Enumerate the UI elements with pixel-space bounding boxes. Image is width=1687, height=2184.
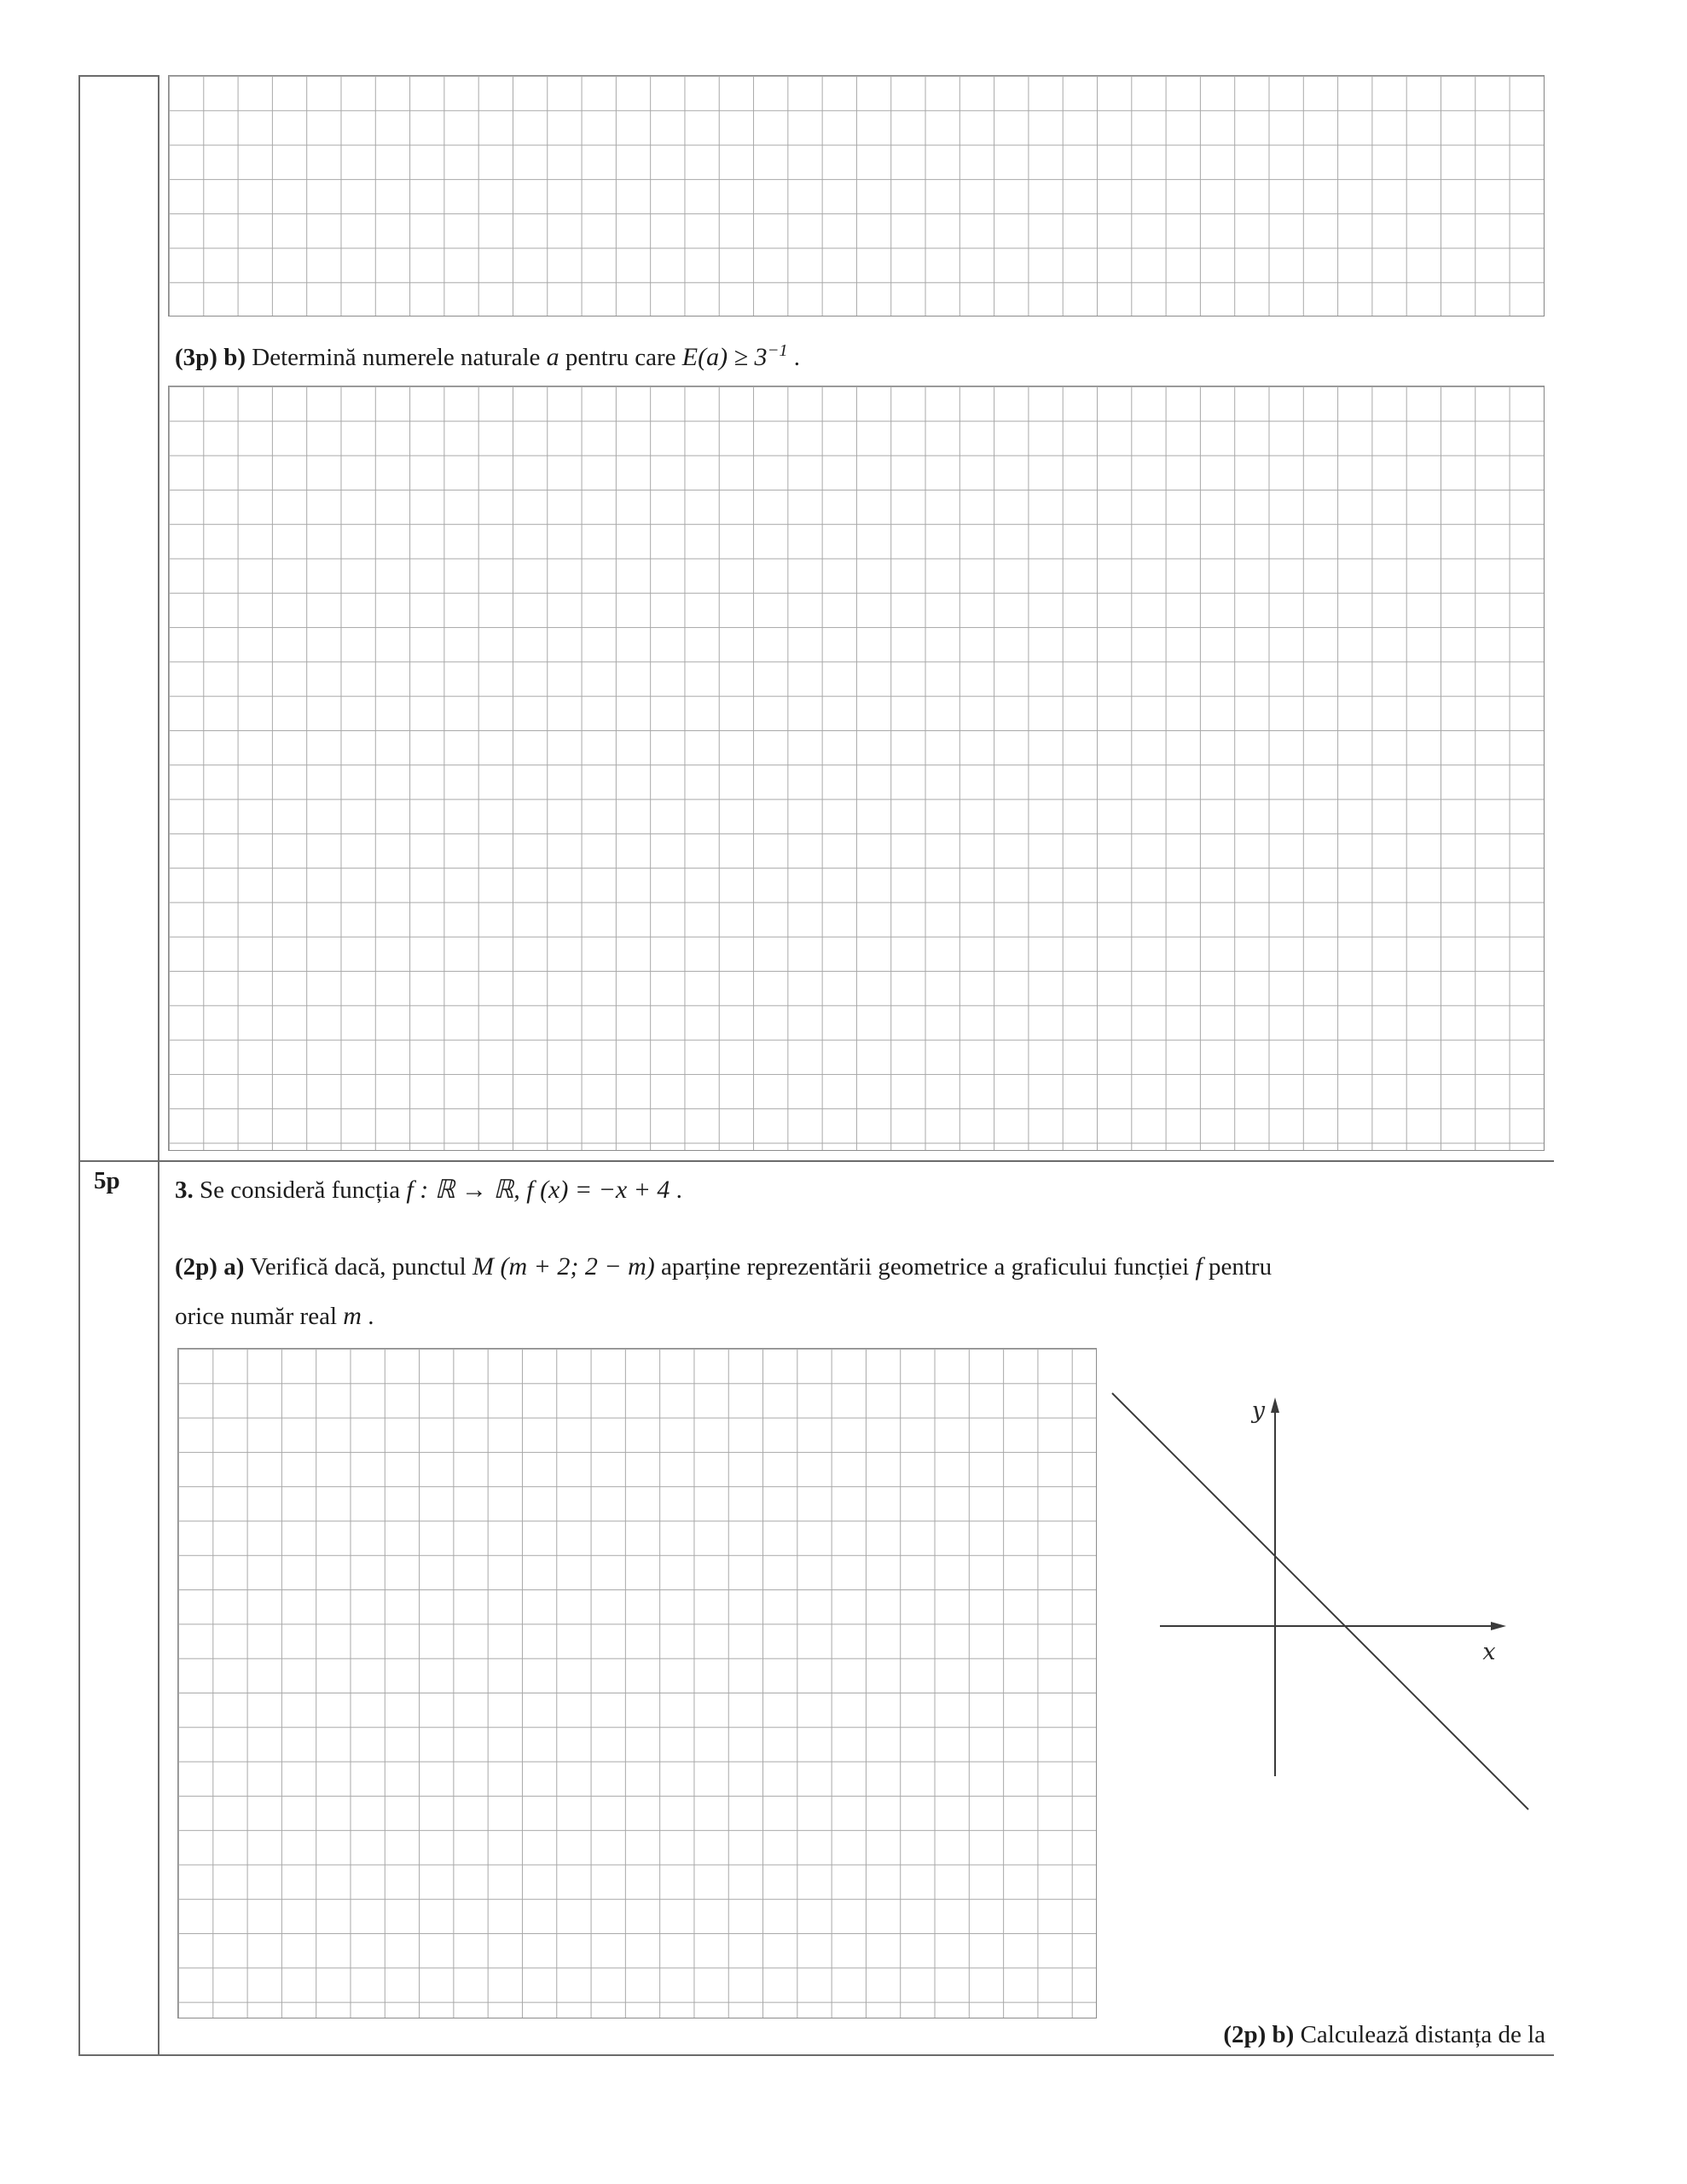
y-axis-label: y xyxy=(1251,1397,1265,1424)
work-grid-top xyxy=(168,75,1545,317)
work-grid-problem-3a xyxy=(177,1348,1097,2018)
problem-3a-text-2: aparține reprezentării geometrice a graficului funcției xyxy=(661,1253,1190,1281)
problem-3a-text-4: orice număr real xyxy=(175,1303,338,1330)
table-border-top-left-cell xyxy=(78,75,159,77)
table-border-left xyxy=(78,75,80,2056)
problem-3b-statement xyxy=(1223,2018,1545,2051)
table-border-points-column xyxy=(158,75,159,2056)
problem-3-function-expression: f : ℝ → ℝ, f (x) = −x + 4 xyxy=(406,1176,670,1204)
problem-3a-statement-line-1 xyxy=(175,1251,1272,1283)
problem-2b-expression xyxy=(682,343,788,371)
problem-2b-text-2: pentru care xyxy=(565,344,676,371)
table-border-bottom xyxy=(78,2054,1554,2056)
problem-3b-part-label: b) xyxy=(1272,2021,1295,2048)
function-line xyxy=(1112,1393,1528,1809)
problem-3a-statement-line-2 xyxy=(175,1300,374,1333)
table-row-divider xyxy=(78,1160,1554,1162)
problem-3a-text-3: pentru xyxy=(1208,1253,1272,1281)
points-badge-5p: 5p xyxy=(94,1167,120,1194)
problem-2b-statement xyxy=(175,334,800,374)
problem-2b-part-label: b) xyxy=(223,344,246,371)
problem-3a-points: (2p) xyxy=(175,1253,217,1281)
problem-3-number: 3. xyxy=(175,1176,194,1204)
problem-2b-text-1: Determină numerele naturale xyxy=(252,344,541,371)
problem-3a-part-label: a) xyxy=(223,1253,245,1281)
problem-3-text: Se consideră funcția xyxy=(200,1176,401,1204)
problem-3a-text-1: Verifică dacă, punctul xyxy=(250,1253,467,1281)
problem-3a-var-m: m xyxy=(343,1302,362,1330)
problem-2b-points: (3p) xyxy=(175,344,217,371)
problem-3a-period: . xyxy=(368,1303,374,1330)
problem-3a-point-expression: M (m + 2; 2 − m) xyxy=(472,1252,655,1281)
problem-3b-points: (2p) xyxy=(1223,2021,1267,2048)
work-grid-problem-2b xyxy=(168,386,1545,1151)
problem-3b-text: Calculează distanța de la xyxy=(1300,2021,1545,2048)
y-axis-arrow-icon xyxy=(1271,1397,1279,1413)
x-axis-label: x xyxy=(1482,1639,1496,1665)
problem-2b-expression-exponent: −1 xyxy=(767,341,788,360)
problem-3-period: . xyxy=(675,1176,682,1204)
problem-2b-period: . xyxy=(793,344,801,371)
problem-2b-var-a: a xyxy=(546,343,559,371)
problem-3a-var-f: f xyxy=(1195,1252,1203,1281)
x-axis-arrow-icon xyxy=(1491,1622,1506,1630)
problem-2b-expression-base: E(a) ≥ 3 xyxy=(681,343,768,371)
problem-3-statement xyxy=(175,1174,682,1206)
function-graph xyxy=(1092,1365,1552,1843)
